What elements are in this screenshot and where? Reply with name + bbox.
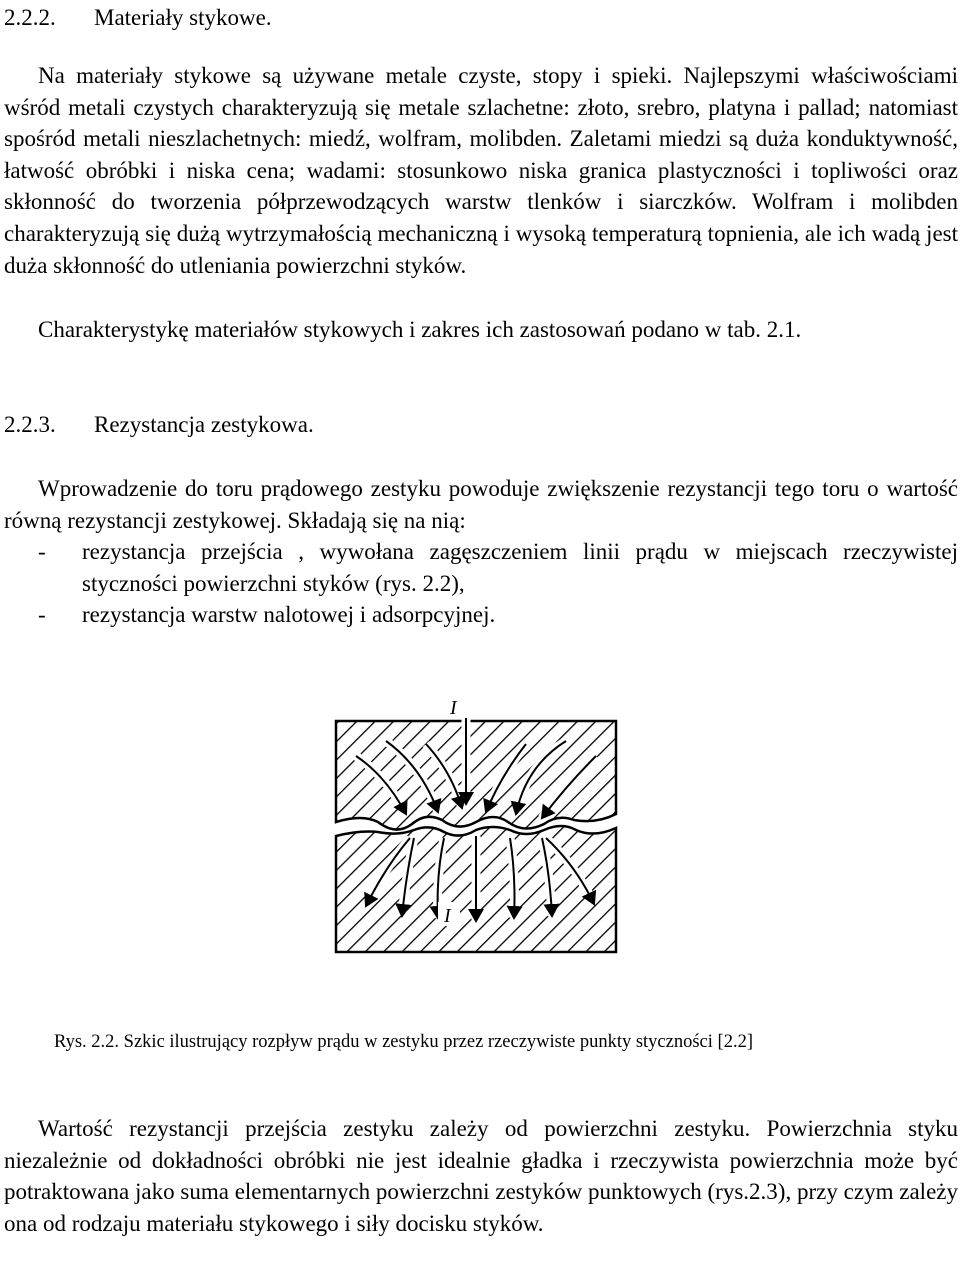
current-label-top: I: [450, 697, 457, 719]
paragraph-transition-resistance: [4, 1113, 958, 1239]
list-dash: -: [38, 539, 46, 564]
paragraph-materials-text: Na materiały stykowe są używane metale czyste, stopy i spieki. Najlepszymi właściwościami wśród metali czystych charakteryzują się metale szlachetne: złoto, srebro, platyna i pallad; natomiast spośród metali nieszlachetnych: miedź, wolfram, molibden. Zaletami miedzi są duża konduktywność, łatwość obróbki i niska cena; wadami: stosunkowo niska granica plastyczności i topliwości oraz skłonność do tworzenia półprzewodzących warstw tlenków i siarczków. Wolfram i molibden charakteryzują się dużą wytrzymałością mechaniczną i wysoką temperaturą topnienia, ale ich wadą jest duża skłonność do utleniania powierzchni styków.: [4, 63, 958, 278]
figure-caption: Rys. 2.2. Szkic ilustrujący rozpływ prądu w zestyku przez rzeczywiste punkty styczności [2.2]: [54, 1032, 753, 1052]
list-dash: -: [38, 602, 46, 627]
paragraph-contact-resistance: [4, 473, 958, 536]
paragraph-transition-resistance-text: Wartość rezystancji przejścia zestyku zależy od powierzchni zestyku. Powierzchnia styku niezależnie od dokładności obróbki nie jest idealnie gładka i rzeczywista powierzchnia może być potraktowana jako suma elementarnych powierzchni zestyków punktowych (rys.2.3), przy czym zależy ona od rodzaju materiału stykowego i siły docisku styków.: [4, 1116, 958, 1236]
list-item-text: rezystancja przejścia , wywołana zagęszczeniem linii prądu w miejscach rzeczywistej styczności powierzchni styków (rys. 2.2),: [82, 539, 958, 596]
contact-current-flow-figure: [326, 696, 626, 976]
current-label-bottom: I: [444, 905, 451, 927]
section-heading-2-2-3: [4, 410, 314, 440]
section-title: Materiały stykowe.: [94, 5, 272, 30]
contact-sketch-svg: [326, 696, 626, 976]
paragraph-table-reference-text: Charakterystykę materiałów stykowych i zakres ich zastosowań podano w tab. 2.1.: [38, 317, 802, 342]
paragraph-materials: [4, 60, 958, 281]
paragraph-table-reference: [4, 314, 958, 346]
section-number: 2.2.3.: [4, 412, 56, 437]
paragraph-contact-resistance-text: Wprowadzenie do toru prądowego zestyku powoduje zwiększenie rezystancji tego toru o wartość równą rezystancji zestykowej. Składają się na nią:: [4, 476, 958, 533]
list-item: [4, 536, 958, 599]
section-title: Rezystancja zestykowa.: [94, 412, 314, 437]
section-number: 2.2.2.: [4, 5, 56, 30]
list-item-text: rezystancja warstw nalotowej i adsorpcyjnej.: [82, 602, 496, 627]
list-item: [4, 599, 958, 631]
section-heading-2-2-2: [4, 3, 272, 33]
